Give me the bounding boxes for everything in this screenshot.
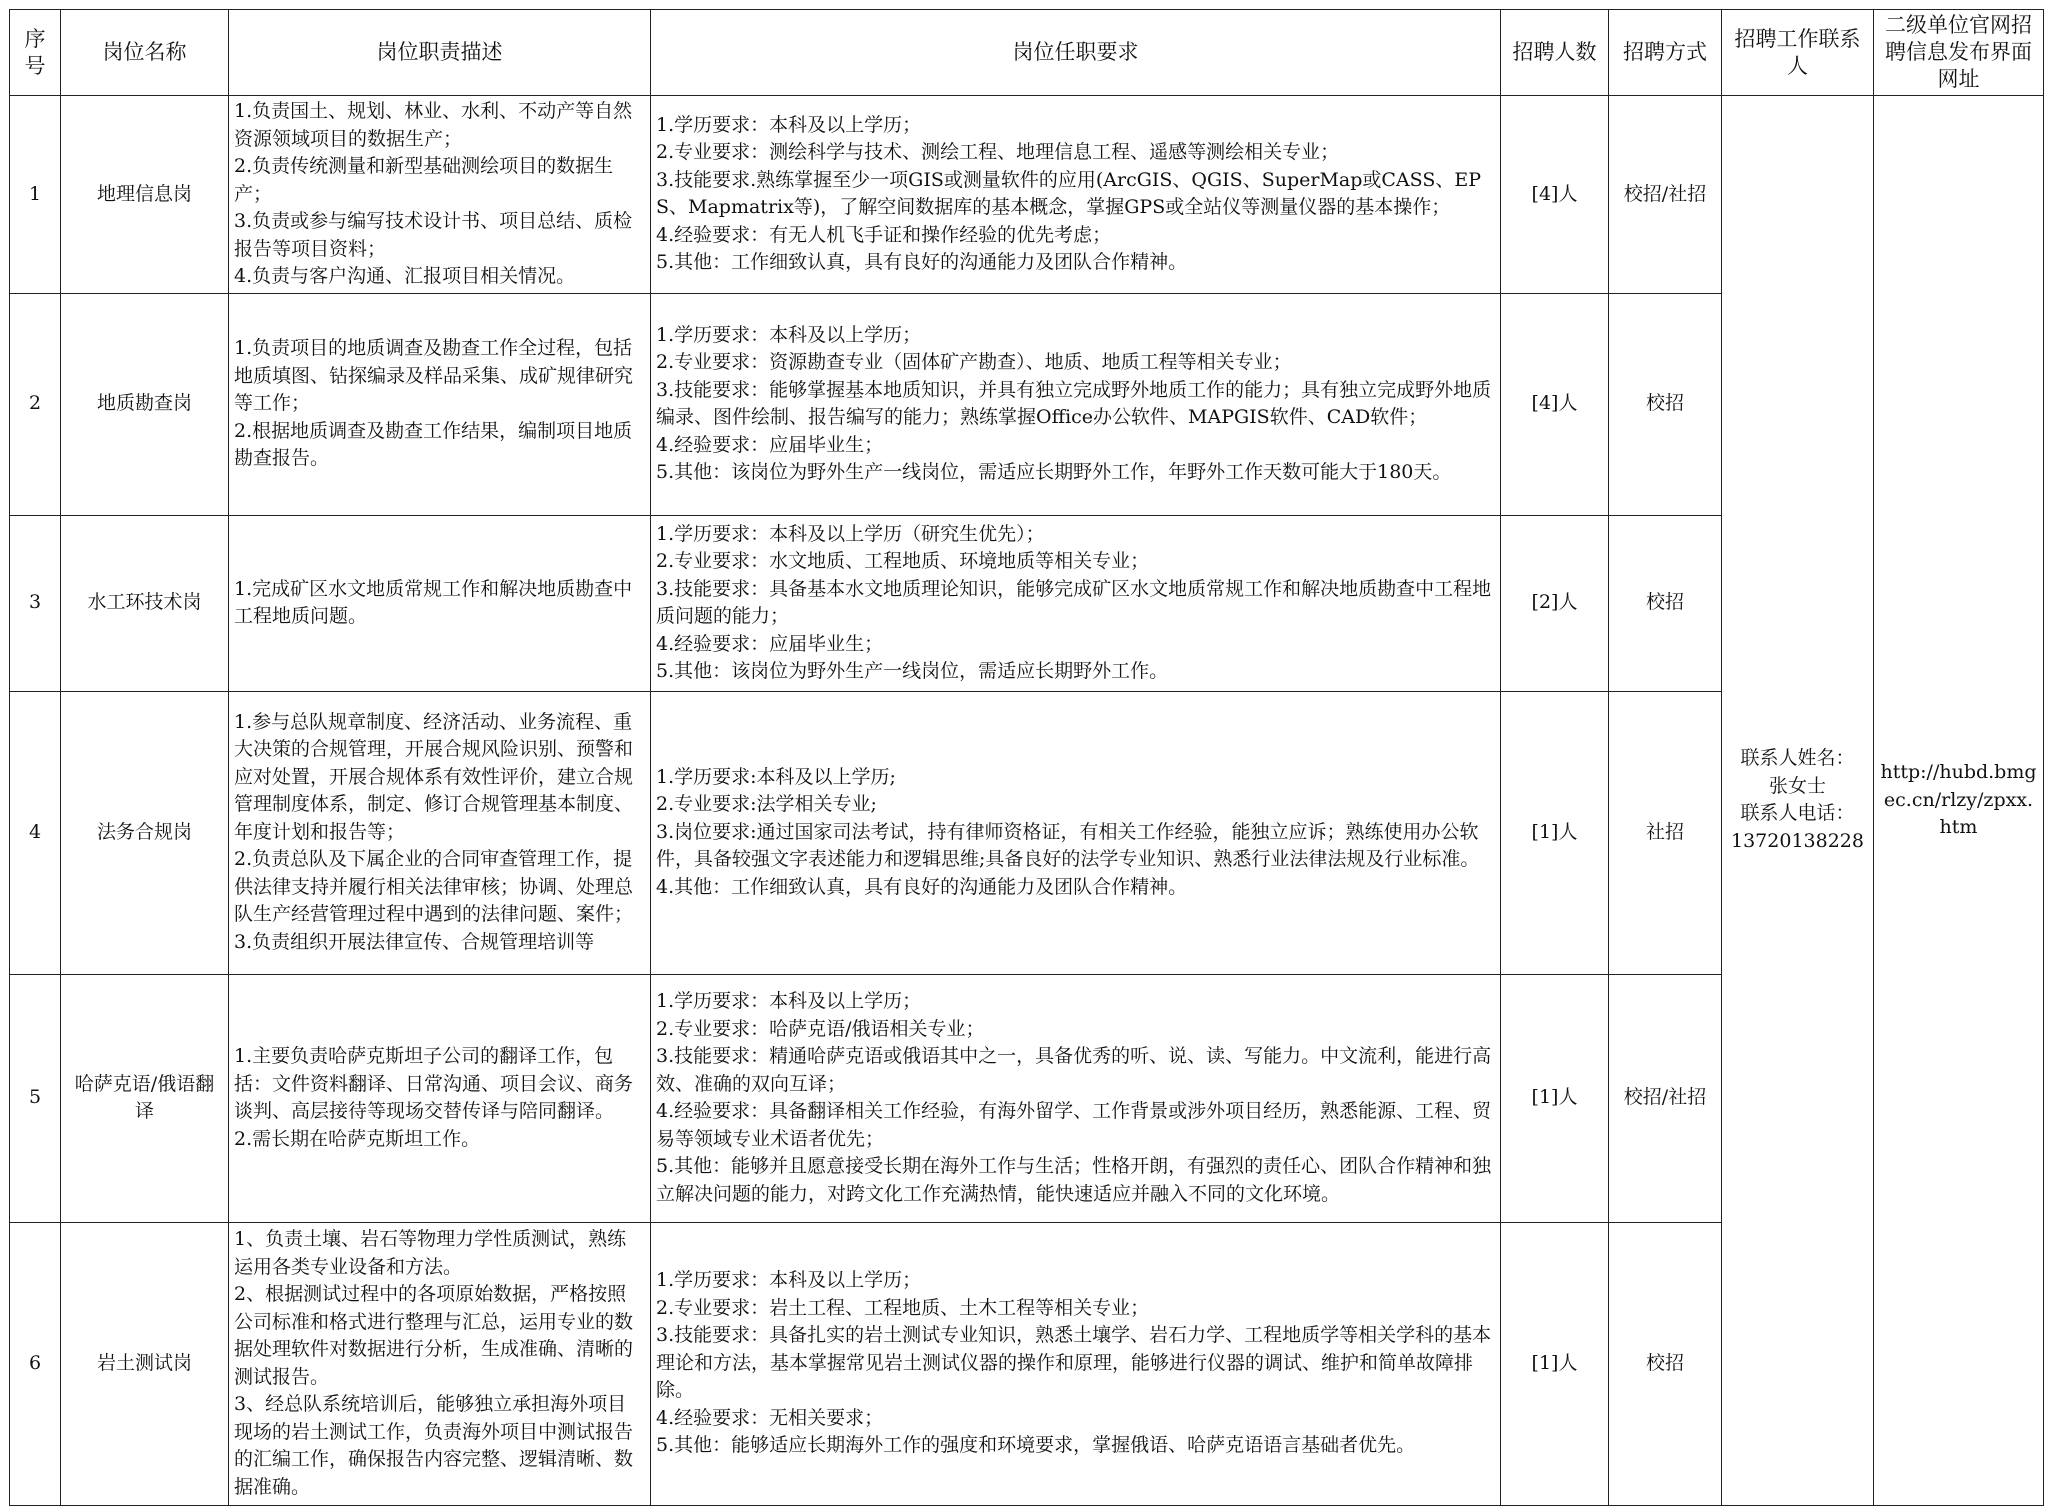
duty-line: 4.负责与客户沟通、汇报项目相关情况。	[234, 265, 576, 287]
header-method: 招聘方式	[1609, 10, 1722, 96]
requirement-line: 4.经验要求：应届毕业生；	[656, 632, 884, 655]
duty-line: 1.负责项目的地质调查及勘查工作全过程，包括地质填图、钻探编录及样品采集、成矿规律研究等工作；	[234, 337, 634, 415]
hire-method: 校招	[1609, 1222, 1722, 1505]
hire-count: [1]人	[1501, 1222, 1609, 1505]
requirement-line: 1.学历要求：本科及以上学历（研究生优先）；	[656, 522, 1045, 545]
row-number: 3	[10, 515, 61, 691]
contact-name-label: 联系人姓名：	[1740, 747, 1855, 770]
hire-method: 校招/社招	[1609, 96, 1722, 294]
job-title: 岩土测试岗	[61, 1222, 229, 1505]
job-requirements	[651, 691, 1501, 974]
header-no: 序号	[10, 10, 61, 96]
requirement-line: 5.其他：该岗位为野外生产一线岗位，需适应长期野外工作，年野外工作天数可能大于180天。	[656, 461, 1452, 483]
hire-count: [1]人	[1501, 691, 1609, 974]
requirement-line: 5.其他：能够并且愿意接受长期在海外工作与生活；性格开朗，有强烈的责任心、团队合作精神和独立解决问题的能力，对跨文化工作充满热情，能快速适应并融入不同的文化环境。	[656, 1155, 1492, 1205]
hire-count: [2]人	[1501, 515, 1609, 691]
header-count: 招聘人数	[1501, 10, 1609, 96]
requirement-line: 3.技能要求：具备扎实的岩土测试专业知识，熟悉土壤学、岩石力学、工程地质学等相关学科的基本理论和方法，基本掌握常见岩土测试仪器的操作和原理，能够进行仪器的调试、维护和简单故障排除。	[656, 1324, 1492, 1402]
duty-line: 1.负责国土、规划、林业、水利、不动产等自然资源领域项目的数据生产；	[234, 100, 633, 150]
duty-line: 3、经总队系统培训后，能够独立承担海外项目现场的岩土测试工作，负责海外项目中测试报告的汇编工作，确保报告内容完整、逻辑清晰、数据准确。	[234, 1393, 634, 1498]
contact-phone: 13720138228	[1731, 829, 1864, 852]
requirement-line: 2.专业要求：哈萨克语/俄语相关专业；	[656, 1017, 985, 1040]
job-duties	[229, 96, 651, 294]
job-duties	[229, 1222, 651, 1505]
contact-phone-label: 联系人电话：	[1740, 802, 1855, 825]
requirement-line: 3.岗位要求:通过国家司法考试，持有律师资格证，有相关工作经验，能独立应诉；熟练使用办公软件，具备较强文字表述能力和逻辑思维;具备良好的法学专业知识、熟悉行业法律法规及行业标准。	[656, 820, 1480, 871]
row-number: 6	[10, 1222, 61, 1505]
row-number: 2	[10, 293, 61, 515]
requirement-line: 2.专业要求：岩土工程、工程地质、土木工程等相关专业；	[656, 1296, 1150, 1319]
requirement-line: 2.专业要求：水文地质、工程地质、环境地质等相关专业；	[656, 550, 1150, 572]
row-number: 1	[10, 96, 61, 294]
hire-method: 校招/社招	[1609, 974, 1722, 1222]
requirement-line: 5.其他：工作细致认真，具有良好的沟通能力及团队合作精神。	[656, 251, 1188, 274]
duty-line: 1.完成矿区水文地质常规工作和解决地质勘查中工程地质问题。	[234, 577, 633, 627]
requirement-line: 4.经验要求：具备翻译相关工作经验，有海外留学、工作背景或涉外项目经历，熟悉能源、工程、贸易等领域专业术语者优先；	[656, 1100, 1492, 1150]
header-title: 岗位名称	[61, 10, 229, 96]
job-requirements	[651, 515, 1501, 691]
job-duties	[229, 691, 651, 974]
requirement-line: 4.经验要求：应届毕业生；	[656, 433, 884, 456]
job-requirements	[651, 1222, 1501, 1505]
job-title: 地理信息岗	[61, 96, 229, 294]
job-duties	[229, 974, 651, 1222]
requirement-line: 1.学历要求：本科及以上学历；	[656, 113, 922, 136]
requirement-line: 5.其他：能够适应长期海外工作的强度和环境要求，掌握俄语、哈萨克语语言基础者优先。	[656, 1434, 1416, 1457]
requirement-line: 3.技能要求.熟练掌握至少一项GIS或测量软件的应用(ArcGIS、QGIS、SuperMap或CASS、EPS、Mapmatrix等)，了解空间数据库的基本概念，掌握GPS或全站仪等测量仪器的基本操作；	[656, 168, 1481, 219]
requirement-line: 3.技能要求：具备基本水文地质理论知识，能够完成矿区水文地质常规工作和解决地质勘查中工程地质问题的能力；	[656, 577, 1492, 627]
duty-line: 2、根据测试过程中的各项原始数据，严格按照公司标准和格式进行整理与汇总，运用专业的数据处理软件对数据进行分析，生成准确、清晰的测试报告。	[234, 1283, 634, 1388]
job-duties	[229, 515, 651, 691]
recruitment-table	[9, 9, 2044, 1506]
requirement-line: 1.学历要求：本科及以上学历；	[656, 323, 922, 346]
job-requirements	[651, 974, 1501, 1222]
table-row	[10, 96, 2044, 294]
requirement-line: 4.经验要求：有无人机飞手证和操作经验的优先考虑；	[656, 223, 1112, 246]
header-url: 二级单位官网招聘信息发布界面网址	[1874, 10, 2044, 96]
requirement-line: 2.专业要求：测绘科学与技术、测绘工程、地理信息工程、遥感等测绘相关专业；	[656, 141, 1340, 164]
requirement-line: 5.其他：该岗位为野外生产一线岗位，需适应长期野外工作。	[656, 660, 1169, 682]
duty-line: 1、负责土壤、岩石等物理力学性质测试，熟练运用各类专业设备和方法。	[234, 1228, 627, 1278]
duty-line: 2.根据地质调查及勘查工作结果，编制项目地质勘查报告。	[234, 419, 633, 470]
job-title: 地质勘查岗	[61, 293, 229, 515]
recruitment-url-link[interactable]: http://hubd.bmgec.cn/rlzy/zpxx.htm	[1874, 96, 2044, 1506]
duty-line: 1.主要负责哈萨克斯坦子公司的翻译工作，包括：文件资料翻译、日常沟通、项目会议、商务谈判、高层接待等现场交替传译与陪同翻译。	[234, 1045, 634, 1122]
requirement-line: 1.学历要求：本科及以上学历；	[656, 990, 922, 1012]
requirement-line: 4.经验要求：无相关要求；	[656, 1406, 884, 1429]
requirement-line: 3.技能要求：精通哈萨克语或俄语其中之一，具备优秀的听、说、读、写能力。中文流利，能进行高效、准确的双向互译；	[656, 1045, 1492, 1095]
row-number: 4	[10, 691, 61, 974]
requirement-line: 3.技能要求：能够掌握基本地质知识，并具有独立完成野外地质工作的能力；具有独立完成野外地质编录、图件绘制、报告编写的能力；熟练掌握Office办公软件、MAPGIS软件、CAD软件；	[656, 378, 1492, 428]
duty-line: 3.负责组织开展法律宣传、合规管理培训等	[234, 930, 595, 953]
header-duties: 岗位职责描述	[229, 10, 651, 96]
contact-name: 张女士	[1768, 774, 1826, 797]
requirement-line: 1.学历要求：本科及以上学历；	[656, 1269, 922, 1292]
row-number: 5	[10, 974, 61, 1222]
hire-count: [4]人	[1501, 96, 1609, 294]
duty-line: 2.负责传统测量和新型基础测绘项目的数据生产；	[234, 155, 614, 205]
requirement-line: 2.专业要求：资源勘查专业（固体矿产勘查）、地质、地质工程等相关专业；	[656, 351, 1292, 373]
hire-method: 社招	[1609, 691, 1722, 974]
header-row	[10, 10, 2044, 96]
duty-line: 2.负责总队及下属企业的合同审查管理工作，提供法律支持并履行相关法律审核；协调、处理总队生产经营管理过程中遇到的法律问题、案件；	[234, 848, 634, 926]
header-contact: 招聘工作联系人	[1722, 10, 1874, 96]
job-title: 水工环技术岗	[61, 515, 229, 691]
requirement-line: 1.学历要求:本科及以上学历;	[656, 765, 896, 788]
hire-method: 校招	[1609, 515, 1722, 691]
hire-count: [4]人	[1501, 293, 1609, 515]
duty-line: 2.需长期在哈萨克斯坦工作。	[234, 1127, 481, 1150]
hire-method: 校招	[1609, 293, 1722, 515]
duty-line: 3.负责或参与编写技术设计书、项目总结、质检报告等项目资料；	[234, 210, 633, 260]
header-requirements: 岗位任职要求	[651, 10, 1501, 96]
job-duties	[229, 293, 651, 515]
requirement-line: 2.专业要求:法学相关专业;	[656, 793, 877, 816]
duty-line: 1.参与总队规章制度、经济活动、业务流程、重大决策的合规管理，开展合规风险识别、预警和应对处置，开展合规体系有效性评价，建立合规管理制度体系，制定、修订合规管理基本制度、年度计划和报告等；	[234, 710, 634, 843]
hire-count: [1]人	[1501, 974, 1609, 1222]
contact-cell	[1722, 96, 1874, 1506]
job-title: 哈萨克语/俄语翻译	[61, 974, 229, 1222]
requirement-line: 4.其他：工作细致认真，具有良好的沟通能力及团队合作精神。	[656, 875, 1188, 898]
job-requirements	[651, 293, 1501, 515]
job-requirements	[651, 96, 1501, 294]
job-title: 法务合规岗	[61, 691, 229, 974]
